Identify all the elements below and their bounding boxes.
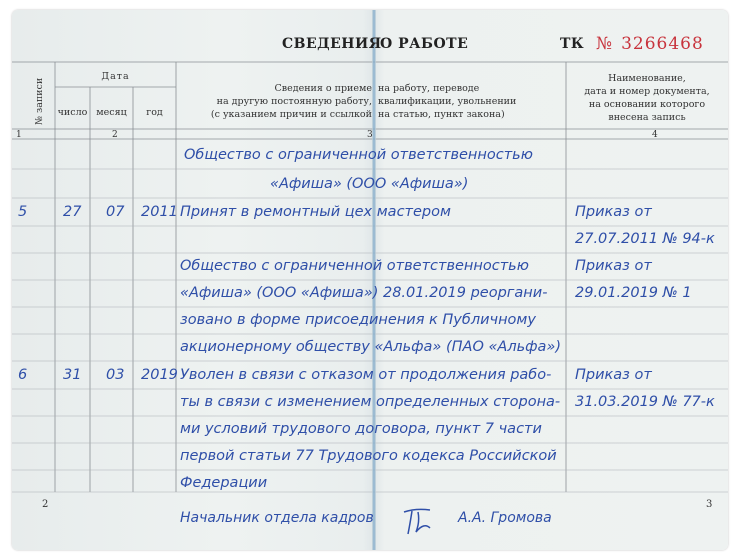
entry6-day: 31 [63, 367, 82, 383]
signature [400, 504, 440, 540]
col-date: Дата [101, 71, 130, 82]
col-info-right-1: на работу, переводе [378, 83, 480, 94]
entry6-line1: Уволен в связи с отказом от продолжения рабо- [180, 367, 552, 383]
serial-digits: 3266468 [621, 34, 704, 54]
col-num-4: 4 [652, 130, 658, 140]
header-title: СВЕДЕНИЯ [282, 36, 382, 52]
org1-line1: Общество с ограниченной ответственностью [184, 147, 533, 163]
reorg-doc-2: 29.01.2019 № 1 [575, 285, 692, 301]
reorg-line3: зовано в форме присоединения к Публичному [180, 312, 536, 328]
col-info-right-3: на статью, пункт закона) [378, 109, 505, 120]
col-info-left-3: (с указанием причин и ссылкой [210, 109, 372, 120]
col-info-right [378, 82, 563, 121]
signer-title: Начальник отдела кадров [180, 510, 374, 526]
entry5-number: 5 [18, 204, 28, 220]
serial-number [596, 34, 704, 54]
col-info-right-2: квалификации, увольнении [378, 96, 517, 107]
col-num-2: 2 [112, 130, 118, 140]
entry6-month: 03 [106, 367, 125, 383]
serial-prefix: № [596, 34, 614, 54]
col-info-left [182, 82, 372, 121]
col-num-3: 3 [367, 130, 373, 140]
entry5-month: 07 [106, 204, 125, 220]
entry5-doc-1: Приказ от [575, 204, 652, 220]
col-document [566, 72, 728, 124]
col-document-3: на основании которого [588, 99, 706, 110]
entry5-doc-2: 27.07.2011 № 94-к [575, 231, 715, 247]
header-title-right: О РАБОТЕ [380, 36, 469, 52]
col-document-4: внесена запись [608, 112, 686, 123]
col-entry-no: № записи [34, 77, 45, 125]
col-month: месяц [96, 107, 127, 118]
work-book-spread [12, 10, 728, 550]
col-num-1: 1 [16, 130, 22, 140]
reorg-line4: акционерному обществу «Альфа» (ПАО «Альфа») [180, 339, 562, 355]
entry6-doc-2: 31.03.2019 № 77-к [575, 394, 715, 410]
entry5-day: 27 [63, 204, 82, 220]
reorg-line1: Общество с ограниченной ответственностью [180, 258, 529, 274]
entry6-line3: ми условий трудового договора, пункт 7 части [180, 421, 542, 437]
entry6-line4: первой статьи 77 Трудового кодекса Российской [180, 448, 557, 464]
reorg-line2: «Афиша» (ООО «Афиша») 28.01.2019 реоргани- [180, 285, 548, 301]
entry6-year: 2019 [141, 367, 178, 383]
col-info-left-2: на другую постоянную работу, [216, 96, 372, 107]
org1-line2: «Афиша» (ООО «Афиша») [270, 176, 469, 192]
entry6-line2: ты в связи с изменением определенных сторона- [180, 394, 561, 410]
header-tk: ТК [560, 36, 585, 52]
col-info-left-1: Сведения о приеме [274, 83, 372, 94]
page-number-right: 3 [706, 499, 713, 510]
page-number-left: 2 [42, 499, 49, 510]
entry5-year: 2011 [141, 204, 178, 220]
book-spine [372, 10, 376, 550]
entry6-number: 6 [18, 367, 28, 383]
reorg-doc-1: Приказ от [575, 258, 652, 274]
col-document-1: Наименование, [608, 73, 686, 84]
col-day: число [57, 107, 88, 118]
signer-name: А.А. Громова [458, 510, 552, 526]
col-year: год [146, 107, 163, 118]
col-document-2: дата и номер документа, [584, 86, 710, 97]
entry5-text: Принят в ремонтный цех мастером [180, 204, 451, 220]
entry6-doc-1: Приказ от [575, 367, 652, 383]
entry6-line5: Федерации [180, 475, 268, 491]
